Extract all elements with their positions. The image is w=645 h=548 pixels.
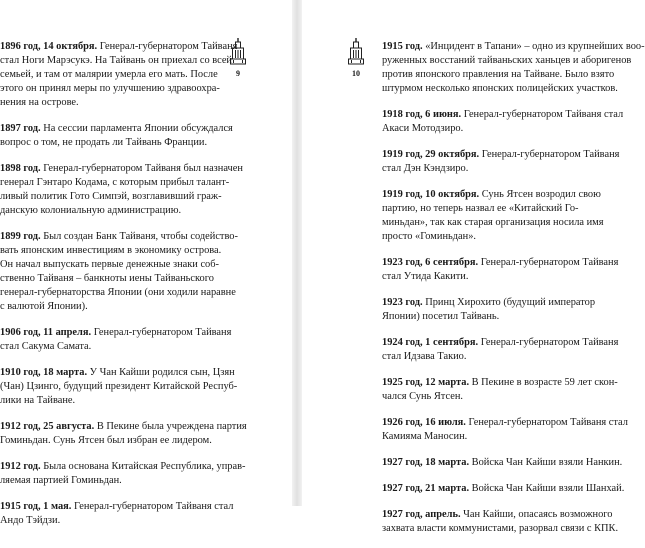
entry-text: Акаси Мотодзиро.: [382, 123, 464, 134]
entry-text: стал Утида Какити.: [382, 271, 469, 282]
timeline-entry: [0, 366, 238, 408]
entry-date: 1899 год.: [0, 231, 41, 242]
entry-text: Генерал-губернатором Тайваня был назначен: [40, 163, 243, 174]
entry-text: Генерал-губернатором Тайваня стал: [465, 417, 628, 428]
entry-text: чался Сунь Ятсен.: [382, 391, 463, 402]
entry-text: руженных восстаний тайваньских ханьцев и аборигенов: [382, 55, 632, 66]
entry-text: захвата власти коммунистами, разорвал связи с КПК.: [382, 523, 619, 534]
entry-text: Была основана Китайская Республика, управ-: [40, 461, 246, 472]
entry-text: Сунь Ятсен возродил свою: [479, 189, 601, 200]
timeline-entry: [0, 460, 246, 488]
entry-text: На сессии парламента Японии обсуждался: [40, 123, 233, 134]
entry-text: стал Ноги Марэсукэ. На Тайвань он приехал со всей: [0, 55, 232, 66]
timeline-entry: [0, 162, 243, 218]
entry-date: 1898 год.: [0, 163, 41, 174]
timeline-entry: [0, 230, 238, 314]
entry-date: 1924 год, 1 сентября.: [382, 337, 479, 348]
timeline-entry: [0, 420, 247, 448]
timeline-entry: [0, 40, 238, 110]
entry-text: вать японским инвестициям в экономику острова.: [0, 245, 222, 256]
entry-text: Генерал-губернатором Тайваня стал: [71, 501, 234, 512]
entry-date: 1927 год, 18 марта.: [382, 457, 470, 468]
entry-text: Был создан Банк Тайваня, чтобы содейство-: [40, 231, 238, 242]
entry-text: Генерал-губернатором Тайваня: [478, 337, 619, 348]
entry-text: У Чан Кайши родился сын, Цзян: [87, 367, 235, 378]
entry-date: 1926 год, 16 июля.: [382, 417, 466, 428]
page-number: 10: [352, 69, 360, 78]
entry-date: 1923 год.: [382, 297, 423, 308]
entry-text: штурмом несколько японских полицейских участков.: [382, 83, 618, 94]
entry-text: Генерал-губернатором Тайваня: [478, 257, 619, 268]
timeline-entry: [382, 296, 612, 324]
entry-text: данскую колониальную администрацию.: [0, 205, 182, 216]
timeline-entry: [382, 256, 619, 284]
entry-text: вопрос о том, не продать ли Тайвань Франции.: [0, 137, 208, 148]
right-page-text: [382, 40, 645, 548]
entry-date: 1906 год, 11 апреля.: [0, 327, 92, 338]
entry-text: Японии) посетил Тайвань.: [382, 311, 500, 322]
entry-date: 1927 год, апрель.: [382, 509, 461, 520]
entry-text: стал Идзава Такио.: [382, 351, 467, 362]
left-page-text: [0, 40, 247, 540]
entry-date: 1912 год, 25 августа.: [0, 421, 95, 432]
entry-text: просто «Гоминьдан».: [382, 231, 476, 242]
entry-text: Генерал-губернатором Тайваня: [91, 327, 232, 338]
entry-text: «Инцидент в Тапани» – одно из крупнейших воо-: [422, 41, 645, 52]
entry-date: 1896 год, 14 октября.: [0, 41, 98, 52]
entry-date: 1923 год, 6 сентября.: [382, 257, 479, 268]
building-icon: [348, 38, 364, 68]
page-marker-right: [346, 38, 366, 78]
entry-text: генерал-губернаторства Японии (они ходили наравне: [0, 287, 236, 298]
entry-text: Андо Тэйдзи.: [0, 515, 61, 526]
book-gutter: [292, 0, 302, 506]
entry-text: Войска Чан Кайши взяли Шанхай.: [469, 483, 625, 494]
entry-date: 1919 год, 29 октября.: [382, 149, 480, 160]
entry-text: Войска Чан Кайши взяли Нанкин.: [469, 457, 623, 468]
entry-date: 1897 год.: [0, 123, 41, 134]
entry-date: 1910 год, 18 марта.: [0, 367, 88, 378]
entry-text: этого он принял меры по улучшению здравоохра-: [0, 83, 220, 94]
timeline-entry: [382, 376, 618, 404]
entry-text: ливый политик Гото Симпэй, возглавивший граж-: [0, 191, 222, 202]
timeline-entry: [382, 456, 623, 470]
timeline-entry: [0, 500, 234, 528]
entry-date: 1918 год, 6 июня.: [382, 109, 462, 120]
timeline-entry: [382, 416, 628, 444]
entry-text: ственно Тайваня – банкноты иены Тайваньского: [0, 273, 214, 284]
timeline-entry: [382, 188, 612, 244]
entry-text: стал Дэн Кэндзиро.: [382, 163, 469, 174]
entry-date: 1919 год, 10 октября.: [382, 189, 480, 200]
entry-text: стал Сакума Самата.: [0, 341, 92, 352]
page-number: 9: [236, 69, 240, 78]
entry-text: Гоминьдан. Сунь Ятсен был избран ее лидером.: [0, 435, 212, 446]
entry-text: В Пекине была учреждена партия: [94, 421, 247, 432]
timeline-entry: [382, 40, 645, 96]
entry-date: 1915 год.: [382, 41, 423, 52]
entry-text: Он начал выпускать первые денежные знаки соб-: [0, 259, 219, 270]
timeline-entry: [0, 122, 233, 150]
timeline-entry: [382, 482, 625, 496]
timeline-entry: [382, 508, 619, 536]
entry-date: 1925 год, 12 марта.: [382, 377, 470, 388]
timeline-entry: [382, 148, 620, 176]
entry-text: Генерал-губернатором Тайваня: [97, 41, 238, 52]
entry-text: ляемая партией Гоминьдан.: [0, 475, 122, 486]
entry-text: Генерал-губернатором Тайваня: [479, 149, 620, 160]
entry-text: с валютой Японии).: [0, 301, 88, 312]
entry-text: Принц Хирохито (будущий император: [422, 297, 596, 308]
entry-text: миньдан», так как старая организация носила имя: [382, 217, 604, 228]
entry-text: нения на острове.: [0, 97, 79, 108]
entry-text: против японского правления на Тайване. Было взято: [382, 69, 615, 80]
entry-date: 1912 год.: [0, 461, 41, 472]
entry-text: партию, но теперь назвал ее «Китайский Го-: [382, 203, 579, 214]
timeline-entry: [382, 108, 624, 136]
entry-date: 1927 год, 21 марта.: [382, 483, 470, 494]
entry-text: Камияма Маносин.: [382, 431, 468, 442]
entry-text: генерал Гэнтаро Кодама, с которым прибыл талант-: [0, 177, 230, 188]
entry-text: Генерал-губернатором Тайваня стал: [461, 109, 624, 120]
timeline-entry: [0, 326, 232, 354]
entry-text: В Пекине в возрасте 59 лет скон-: [469, 377, 618, 388]
entry-text: Чан Кайши, опасаясь возможного: [460, 509, 613, 520]
entry-text: семьей, и там от малярии умерла его мать. После: [0, 69, 218, 80]
entry-text: (Чан) Цзинго, будущий президент Китайской Респуб-: [0, 381, 238, 392]
entry-text: лики на Тайване.: [0, 395, 76, 406]
entry-date: 1915 год, 1 мая.: [0, 501, 72, 512]
timeline-entry: [382, 336, 619, 364]
